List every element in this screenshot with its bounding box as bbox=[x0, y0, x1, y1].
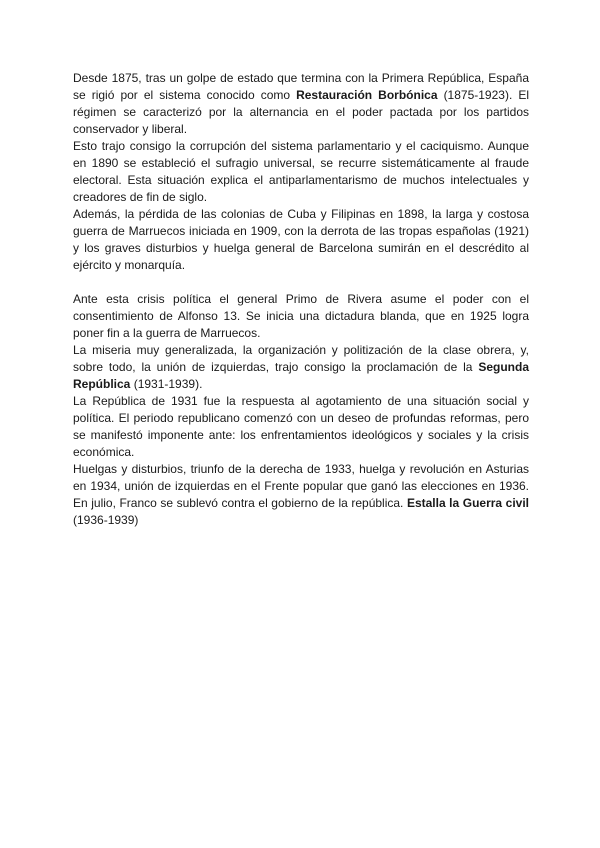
bold-term-guerra-civil: Estalla la Guerra civil bbox=[406, 496, 529, 510]
text-run: (1875-1923). El régimen se caracterizó por la alternancia en el poder pactada por los partidos conservador y liberal. bbox=[73, 88, 529, 136]
bold-term-restauracion: Restauración Borbónica bbox=[296, 88, 438, 102]
bold-term-segunda-republica: Segunda República bbox=[73, 360, 529, 391]
text-run: La miseria muy generalizada, la organización y politización de la clase obrera, y, sobre todo, la unión de izquierdas, trajo consigo la proclamación de la bbox=[73, 343, 529, 374]
document-page bbox=[73, 70, 529, 529]
paragraph-primo-de-rivera bbox=[73, 291, 529, 342]
paragraph-republica-1931 bbox=[73, 393, 529, 461]
paragraph-guerra-civil bbox=[73, 461, 529, 529]
text-run: (1931-1939). bbox=[130, 377, 203, 391]
paragraph-restauracion bbox=[73, 70, 529, 138]
text-run: Esto trajo consigo la corrupción del sistema parlamentario y el caciquismo. Aunque en 1890 se estableció el sufragio universal, se recurre sistemáticamente al fraude electoral. Esta situación explica el antiparlamentarismo de muchos intelectuales y creadores de fin de siglo. bbox=[73, 139, 529, 204]
text-run: Además, la pérdida de las colonias de Cuba y Filipinas en 1898, la larga y costosa guerra de Marruecos iniciada en 1909, con la derrota de las tropas españolas (1921) y los graves disturbios y huelga general de Barcelona sumirán en el descrédito al ejército y monarquía. bbox=[73, 207, 529, 272]
text-run: Huelgas y disturbios, triunfo de la derecha de 1933, huelga y revolución en Asturias en 1934, unión de izquierdas en el Frente popular que ganó las elecciones en 1936. En julio, Franco se sublevó contra el gobierno de la república. bbox=[73, 462, 529, 510]
paragraph-corrupcion bbox=[73, 138, 529, 206]
text-run: La República de 1931 fue la respuesta al agotamiento de una situación social y política. El periodo republicano comenzó con un deseo de profundas reformas, pero se manifestó imponente ante: los enfrentamientos ideológicos y sociales y la crisis económica. bbox=[73, 394, 529, 459]
paragraph-colonias bbox=[73, 206, 529, 274]
text-run: Ante esta crisis política el general Primo de Rivera asume el poder con el consentimiento de Alfonso 13. Se inicia una dictadura blanda, que en 1925 logra poner fin a la guerra de Marruecos. bbox=[73, 292, 529, 340]
text-run: (1936-1939) bbox=[73, 513, 139, 527]
paragraph-segunda-republica bbox=[73, 342, 529, 393]
text-run: Desde 1875, tras un golpe de estado que termina con la Primera República, España se rigió por el sistema conocido como bbox=[73, 71, 529, 102]
